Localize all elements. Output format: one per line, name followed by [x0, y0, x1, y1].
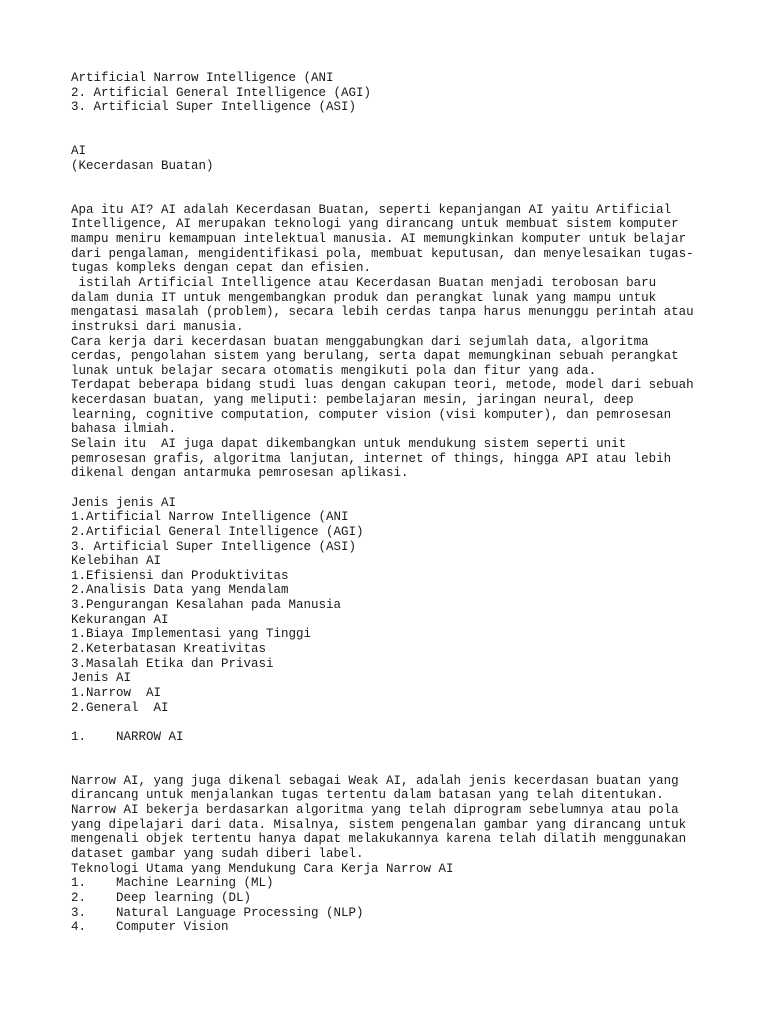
text-line: Jenis jenis AI [71, 495, 177, 510]
blank-line [71, 188, 711, 203]
blank-line [71, 481, 711, 496]
text-line: 2.Keterbatasan Kreativitas [71, 641, 267, 656]
text-line: 2.Analisis Data yang Mendalam [71, 583, 289, 598]
blank-line [71, 115, 711, 130]
text-line: 1.Narrow AI [71, 685, 162, 700]
text-line: dikenal dengan antarmuka pemrosesan aplikasi. [71, 466, 409, 481]
text-line: (Kecerdasan Buatan) [71, 158, 214, 173]
text-line: AI [71, 144, 87, 159]
text-line: 2. Artificial General Intelligence (AGI) [71, 85, 372, 100]
text-line: lunak untuk belajar secara otomatis mengikuti pola dan fitur yang ada. [71, 363, 597, 378]
text-line: 2. Deep learning (DL) [71, 890, 252, 905]
text-line: Artificial Narrow Intelligence (ANI [71, 71, 334, 85]
blank-line [71, 715, 711, 730]
text-line: 1.Efisiensi dan Produktivitas [71, 568, 289, 583]
text-line: bahasa ilmiah. [71, 422, 177, 437]
text-line: mengenali objek tertentu hanya dapat melakukannya karena telah dilatih menggunakan [71, 832, 687, 847]
text-line: 2.Artificial General Intelligence (AGI) [71, 524, 364, 539]
text-line: mampu meniru kemampuan intelektual manusia. AI memungkinkan komputer untuk belajar [71, 232, 687, 247]
text-line: learning, cognitive computation, computer vision (visi komputer), dan pemrosesan [71, 407, 672, 422]
text-line: Jenis AI [71, 671, 132, 686]
text-line: kecerdasan buatan, yang meliputi: pembelajaran mesin, jaringan neural, deep [71, 393, 634, 408]
text-line: Terdapat beberapa bidang studi luas dengan cakupan teori, metode, model dari sebuah [71, 378, 694, 393]
text-line: Kekurangan AI [71, 612, 169, 627]
text-line: 4. Computer Vision [71, 920, 229, 935]
text-line: 2.General AI [71, 700, 169, 715]
text-line: 3. Natural Language Processing (NLP) [71, 905, 364, 920]
text-line: 1. Machine Learning (ML) [71, 876, 274, 891]
text-line: 1.Artificial Narrow Intelligence (ANI [71, 510, 349, 525]
text-line: dalam dunia IT untuk mengembangkan produk dan perangkat lunak yang mampu untuk [71, 290, 657, 305]
text-line: Kelebihan AI [71, 554, 162, 569]
text-line: cerdas, pengolahan sistem yang berulang, serta dapat memungkinan sebuah perangkat [71, 349, 679, 364]
text-line: dirancang untuk menjalankan tugas tertentu dalam batasan yang telah ditentukan. [71, 788, 664, 803]
text-line: Selain itu AI juga dapat dikembangkan untuk mendukung sistem seperti unit [71, 437, 627, 452]
text-line: Narrow AI bekerja berdasarkan algoritma yang telah diprogram sebelumnya atau pola [71, 803, 679, 818]
blank-line [71, 173, 711, 188]
text-line: 3.Masalah Etika dan Privasi [71, 656, 274, 671]
text-line: dari pengalaman, mengidentifikasi pola, membuat keputusan, dan menyelesaikan tugas- [71, 246, 694, 261]
text-line: mengatasi masalah (problem), secara lebih cerdas tanpa harus menunggu perintah atau [71, 305, 694, 320]
text-line: pemrosesan grafis, algoritma lanjutan, internet of things, hingga API atau lebih [71, 451, 672, 466]
text-line: Intelligence, AI merupakan teknologi yang dirancang untuk membuat sistem komputer [71, 217, 679, 232]
text-line: tugas kompleks dengan cepat dan efisien. [71, 261, 372, 276]
text-line: Cara kerja dari kecerdasan buatan menggabungkan dari sejumlah data, algoritma [71, 334, 649, 349]
text-line: 3.Pengurangan Kesalahan pada Manusia [71, 598, 342, 613]
blank-line [71, 130, 711, 145]
blank-line [71, 759, 711, 774]
text-line: 3. Artificial Super Intelligence (ASI) [71, 100, 357, 115]
blank-line [71, 744, 711, 759]
text-line: istilah Artificial Intelligence atau Kecerdasan Buatan menjadi terobosan baru [71, 275, 657, 290]
text-line: dataset gambar yang sudah diberi label. [71, 846, 364, 861]
text-line: yang dipelajari dari data. Misalnya, sistem pengenalan gambar yang dirancang untuk [71, 817, 687, 832]
text-line: Apa itu AI? AI adalah Kecerdasan Buatan, seperti kepanjangan AI yaitu Artificial [71, 202, 672, 217]
document-page [71, 71, 711, 935]
text-line: Teknologi Utama yang Mendukung Cara Kerja Narrow AI [71, 861, 454, 876]
text-line: Narrow AI, yang juga dikenal sebagai Weak AI, adalah jenis kecerdasan buatan yang [71, 773, 679, 788]
text-line: 3. Artificial Super Intelligence (ASI) [71, 539, 357, 554]
text-line: 1. NARROW AI [71, 729, 184, 744]
text-line: 1.Biaya Implementasi yang Tinggi [71, 627, 312, 642]
text-line: instruksi dari manusia. [71, 319, 244, 334]
